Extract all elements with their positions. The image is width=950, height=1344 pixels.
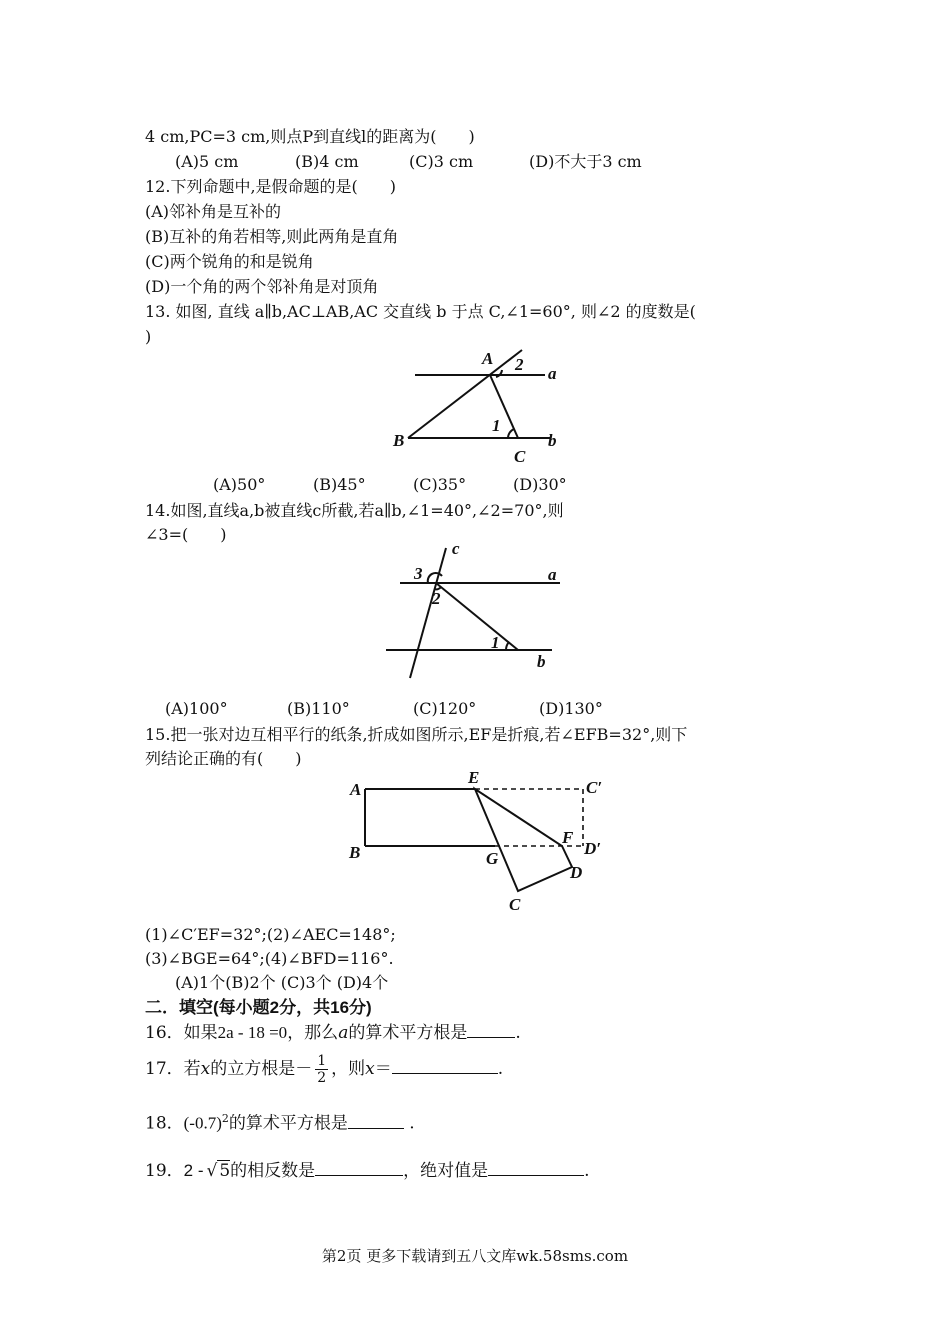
q14-label-3: 3 bbox=[414, 564, 423, 583]
q16-suffix: 的算术平方根是 bbox=[348, 1023, 468, 1043]
q15-conclusions-line1: (1)∠C′EF=32°;(2)∠AEC=148°; bbox=[145, 925, 396, 944]
q14-label-a: a bbox=[548, 565, 557, 584]
q14-option-c: (C)120° bbox=[413, 699, 477, 718]
q15-label-Dp: D′ bbox=[584, 839, 602, 858]
q13-label-a: a bbox=[548, 364, 557, 383]
q17-denominator: 2 bbox=[317, 1070, 327, 1086]
q12-option-b: (B)互补的角若相等,则此两角是直角 bbox=[145, 227, 399, 246]
q13-figure bbox=[390, 342, 570, 466]
q18-expr: (-0.7) bbox=[183, 1113, 222, 1133]
q13-angle1-arc bbox=[508, 429, 514, 438]
q16-line bbox=[145, 1022, 521, 1044]
q19-end: . bbox=[584, 1161, 590, 1181]
q12-option-c: (C)两个锐角的和是锐角 bbox=[145, 252, 314, 271]
section2-title: 二．填空(每小题2分，共16分) bbox=[145, 998, 372, 1017]
q17-mid: 的立方根是－ bbox=[210, 1059, 313, 1079]
q17-answer-blank[interactable] bbox=[392, 1059, 498, 1074]
q14-option-a: (A)100° bbox=[165, 699, 228, 718]
q15-label-A: A bbox=[350, 780, 362, 799]
q18-prefix: 18． bbox=[145, 1113, 184, 1134]
q16-answer-blank[interactable] bbox=[467, 1023, 515, 1038]
q14-option-b: (B)110° bbox=[287, 699, 350, 718]
q19-opposite-blank[interactable] bbox=[315, 1161, 403, 1176]
q16-prefix: 16．如果 bbox=[145, 1023, 218, 1043]
q13-label-2: 2 bbox=[515, 355, 524, 374]
q13-line-ab-extended bbox=[408, 350, 522, 438]
q18-line bbox=[145, 1108, 415, 1135]
q19-radicand: 5 bbox=[219, 1161, 231, 1181]
q15-stem-line2: 列结论正确的有( ) bbox=[145, 749, 302, 768]
q17-eq: ＝ bbox=[374, 1059, 392, 1079]
q15-options: (A)1个(B)2个 (C)3个 (D)4个 bbox=[175, 973, 389, 992]
q15-stem-line1: 15.把一张对边互相平行的纸条,折成如图所示,EF是折痕,若∠EFB=32°,则下 bbox=[145, 725, 688, 744]
q19-suffix: 的相反数是 bbox=[230, 1161, 316, 1181]
q14-option-d: (D)130° bbox=[539, 699, 603, 718]
q15-label-F: F bbox=[562, 828, 574, 847]
q19-mid: ，绝对值是 bbox=[403, 1161, 489, 1181]
q12-stem: 12.下列命题中,是假命题的是( ) bbox=[145, 177, 397, 196]
q15-label-C: C bbox=[509, 895, 521, 914]
page-footer: 第2页 更多下载请到五八文库wk.58sms.com bbox=[321, 1247, 629, 1265]
q15-label-D: D bbox=[570, 863, 583, 882]
q16-var: a bbox=[338, 1023, 349, 1043]
q13-label-B: B bbox=[393, 431, 405, 450]
q17-fraction bbox=[315, 1053, 328, 1086]
q14-stem-line1: 14.如图,直线a,b被直线c所截,若a∥b,∠1=40°,∠2=70°,则 bbox=[145, 501, 564, 520]
q13-label-C: C bbox=[514, 447, 526, 466]
q19-absolute-blank[interactable] bbox=[488, 1161, 584, 1176]
q15-conclusions-line2: (3)∠BGE=64°;(4)∠BFD=116°. bbox=[145, 949, 394, 968]
q13-option-b: (B)45° bbox=[313, 475, 366, 494]
q17-mid2: ，则 bbox=[331, 1059, 366, 1079]
q15-label-G: G bbox=[486, 849, 499, 868]
q13-option-a: (A)50° bbox=[213, 475, 266, 494]
q11-option-a: (A)5 cm bbox=[175, 152, 239, 171]
q11-option-c: (C)3 cm bbox=[409, 152, 474, 171]
q14-angle3-arc bbox=[428, 573, 442, 583]
q15-label-E: E bbox=[468, 768, 480, 787]
q19-radical-sign: √ bbox=[206, 1161, 218, 1181]
q14-stem-line2: ∠3=( ) bbox=[145, 525, 227, 544]
q16-expr: 2a - 18 =0 bbox=[217, 1023, 288, 1042]
q13-option-d: (D)30° bbox=[513, 475, 567, 494]
q17-end: . bbox=[497, 1059, 504, 1079]
q13-option-c: (C)35° bbox=[413, 475, 467, 494]
q17-prefix: 17．若 bbox=[145, 1059, 201, 1079]
q13-label-1: 1 bbox=[492, 416, 501, 435]
q11-option-b: (B)4 cm bbox=[295, 152, 359, 171]
q17-var2: x bbox=[365, 1059, 375, 1079]
q12-option-d: (D)一个角的两个邻补角是对顶角 bbox=[145, 277, 379, 296]
q17-line bbox=[145, 1050, 503, 1088]
q13-label-A: A bbox=[482, 349, 494, 368]
q15-folded-flap bbox=[475, 789, 572, 891]
q16-mid: ，那么 bbox=[287, 1023, 339, 1043]
q14-label-b: b bbox=[537, 652, 546, 671]
q14-angle1-arc bbox=[506, 642, 509, 650]
q14-figure bbox=[382, 540, 572, 680]
q14-label-2: 2 bbox=[432, 589, 441, 608]
q16-end: . bbox=[515, 1023, 521, 1043]
q14-transversal bbox=[436, 583, 518, 650]
q15-figure bbox=[340, 768, 620, 918]
q18-suffix: 的算术平方根是 bbox=[228, 1113, 348, 1134]
q19-line bbox=[145, 1160, 590, 1182]
q13-label-b: b bbox=[548, 431, 557, 450]
q18-exponent: 2 bbox=[221, 1112, 229, 1125]
q13-stem-line2: ) bbox=[145, 327, 152, 346]
q11-option-d: (D)不大于3 cm bbox=[529, 152, 642, 171]
q19-expr-a: 2 - bbox=[183, 1161, 204, 1180]
q12-option-a: (A)邻补角是互补的 bbox=[145, 202, 282, 221]
q17-numerator: 1 bbox=[317, 1053, 327, 1069]
q14-label-1: 1 bbox=[491, 633, 500, 652]
q18-end: . bbox=[403, 1113, 415, 1134]
q13-stem-line1: 13. 如图, 直线 a∥b,AC⊥AB,AC 交直线 b 于点 C,∠1=60°, 则∠2 的度数是( bbox=[145, 302, 696, 321]
q15-label-Cp: C′ bbox=[586, 778, 603, 797]
q17-var: x bbox=[200, 1059, 211, 1079]
q18-answer-blank[interactable] bbox=[348, 1114, 404, 1129]
q14-label-c: c bbox=[452, 540, 460, 558]
q11-stem-tail: 4 cm,PC=3 cm,则点P到直线l的距离为( ) bbox=[145, 127, 475, 146]
q15-label-B: B bbox=[349, 843, 361, 862]
q19-prefix: 19． bbox=[145, 1161, 184, 1181]
